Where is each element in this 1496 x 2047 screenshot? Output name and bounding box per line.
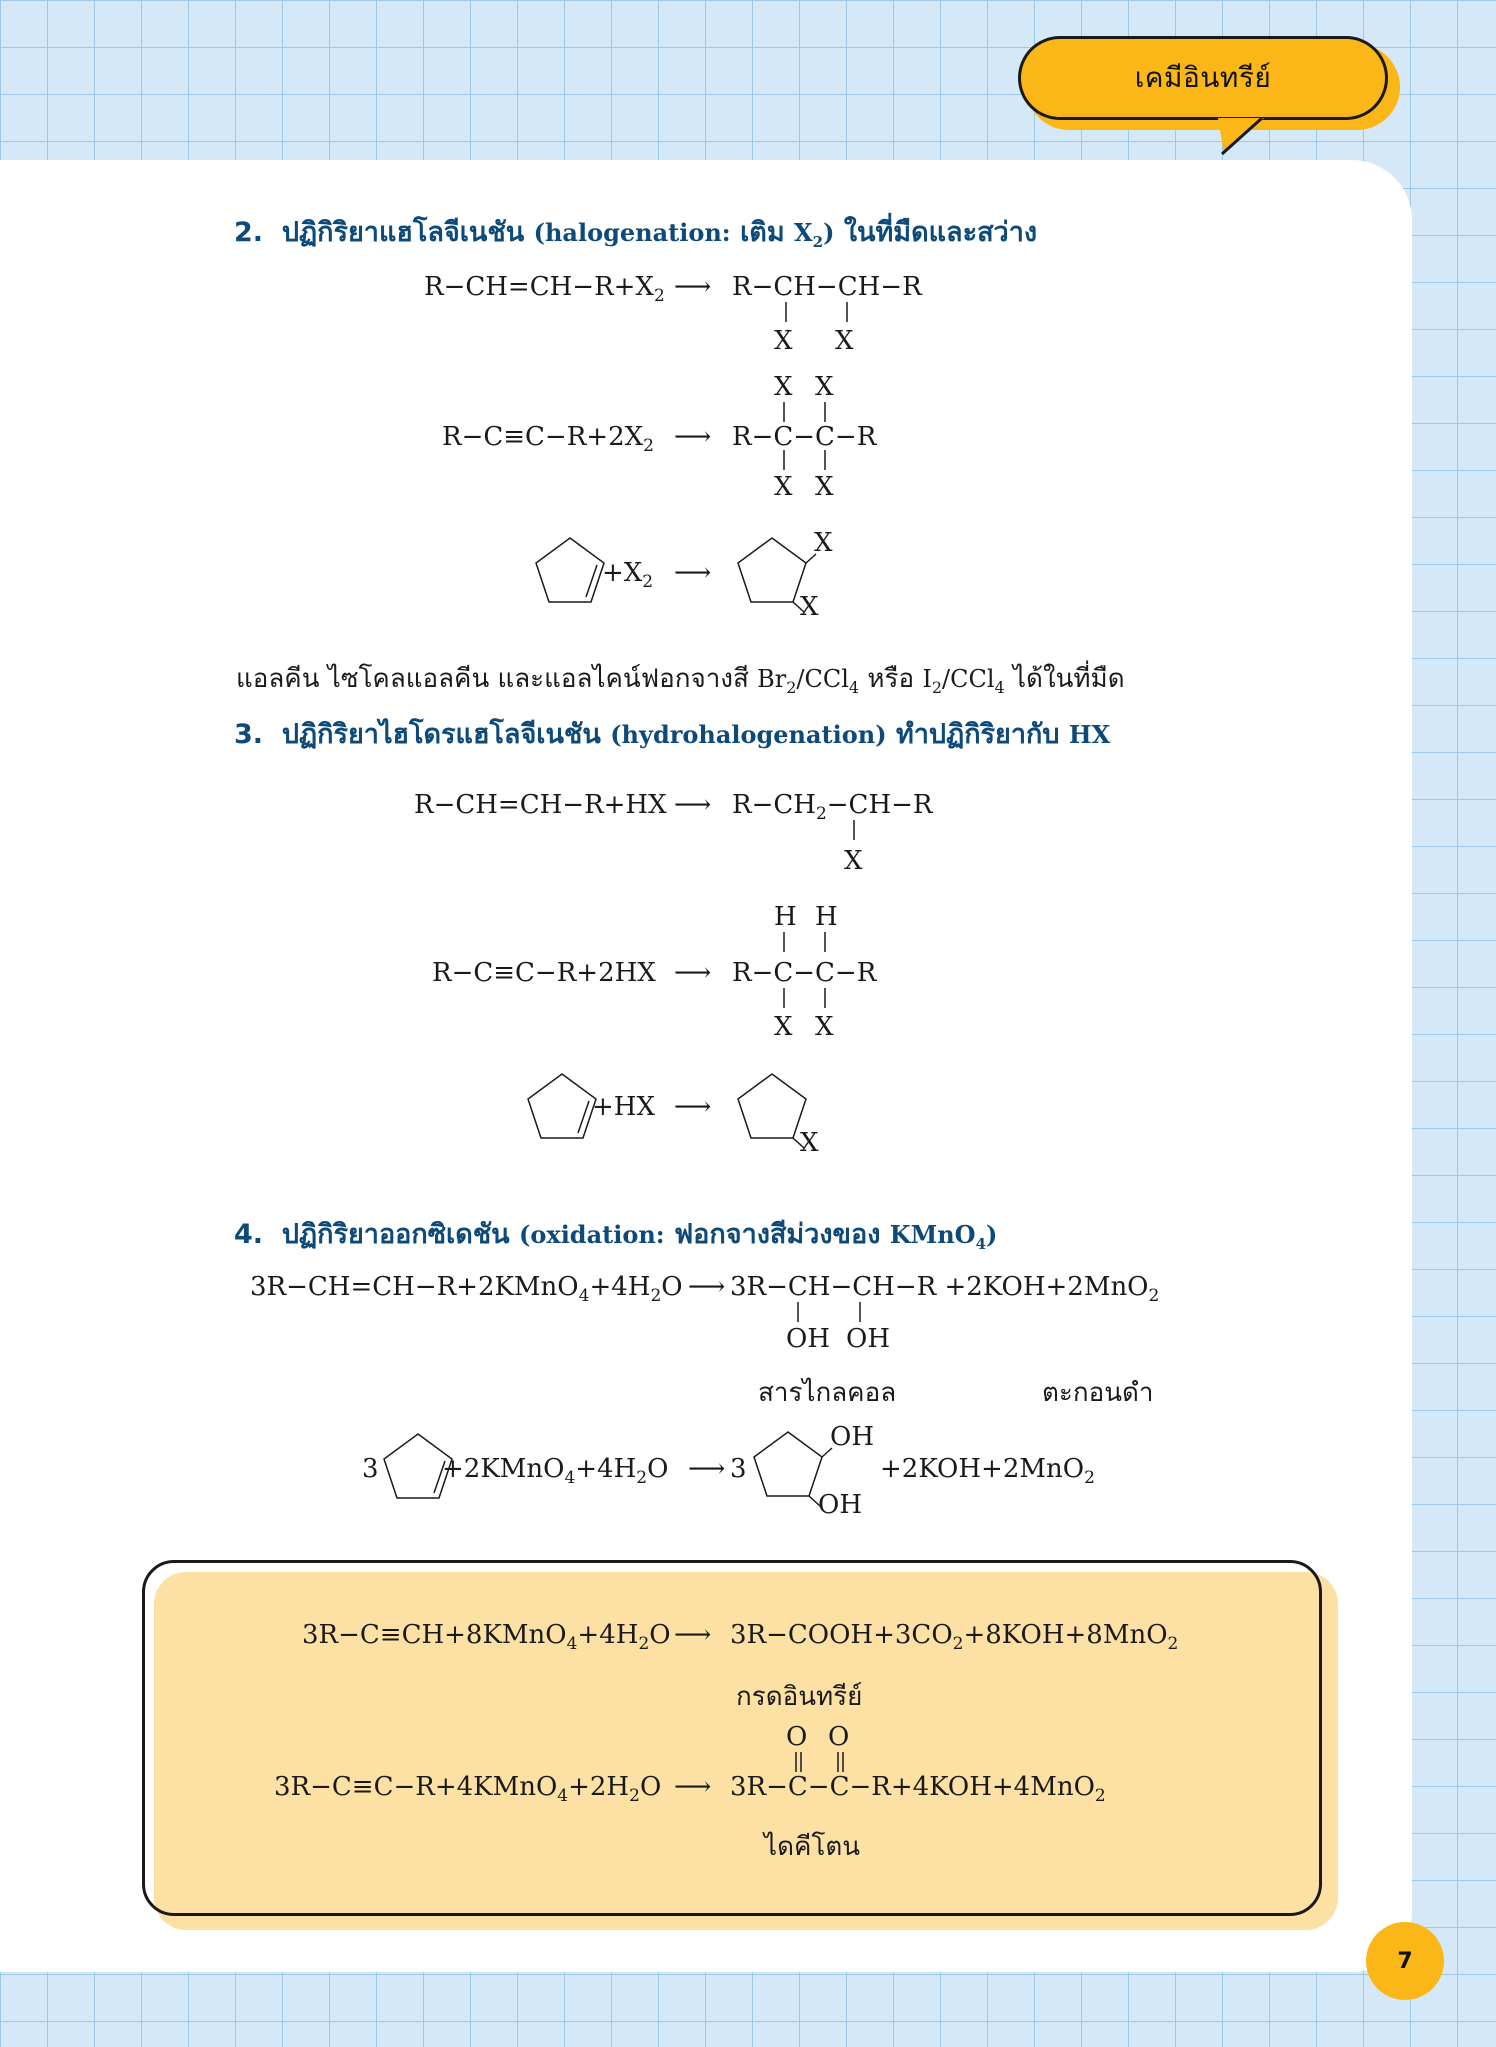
heading-english: (halogenation: [533,218,731,247]
section-4-heading: 4. ปฏิกิริยาออกซิเดชัน (oxidation: ฟอกจางสีม่วงของ KMnO$_4$) [234,1219,998,1253]
eq-3-2-x2: X [815,1012,834,1042]
eq-3-2-bonds-top [770,930,850,954]
eq-3-1-x: X [844,846,863,876]
page-number: 7 [1366,1922,1444,2000]
heading-tail: ในที่มืดและสว่าง [843,217,1038,248]
eq-2-2-x-bot1: X [774,472,793,502]
eq-3-2-bonds-bottom [770,986,850,1010]
chapter-tab-label: เคมีอินทรีย์ [1134,61,1272,94]
tab-tail [1218,118,1268,158]
heading-x: X [794,218,813,247]
eq-4-2-oh1: OH [830,1422,874,1452]
eq-4-1-bonds [790,1300,870,1324]
eq-2-3-x2: X [800,592,819,622]
eq-2-2-left: $R-C\equiv C-R+2X_2$ [442,422,654,457]
eq-3-1-bond [840,818,880,842]
eq-3-1-right: $R-CH_2-CH-R$ [732,790,933,825]
eq-4-2-right: +2KOH+2MnO$_2$ [880,1454,1095,1489]
eq-3-3-x: X [800,1128,819,1158]
eq-4-2-arrow: ⟶ [688,1454,726,1484]
eq-2-2-bonds-top [770,400,850,424]
eq-2-2-bonds-bottom [770,448,850,472]
eq-4-1-right: 3R−CH−CH−R +2KOH+2MnO$_2$ [730,1272,1160,1307]
eq-3-2-h1: H [774,902,797,932]
eq-2-3-arrow: ⟶ [674,558,712,588]
eq-3-2-h2: H [815,902,838,932]
cyclopentene-ring-2 [522,1070,602,1142]
eq-3-2-left: R−C≡C−R+2HX [432,958,656,988]
eq-2-3-left: $+X_2$ [602,558,654,593]
label-glycol: สารไกลคอล [758,1378,897,1408]
eq-2-1-bonds [770,300,870,324]
eq-4-2-coef-right: 3 [730,1454,747,1484]
box-eq-2-left: $3R-C\equiv C-R+4KMnO_4+2H_2O$ [274,1772,662,1807]
eq-2-1-x2: X [835,326,854,356]
chapter-tab [1018,36,1402,128]
tab-face [1018,36,1388,120]
heading-close: ) [823,218,835,247]
box-eq-1-left: $3R-C\equiv CH+8KMnO_4+4H_2O$ [302,1620,671,1655]
eq-2-1-x1: X [774,326,793,356]
box-eq-1-right: $3R-COOH+3CO_2+8KOH+8MnO_2$ [730,1620,1179,1655]
eq-3-1-left: R−CH=CH−R+HX [414,790,667,820]
eq-4-2-left: $+2KMnO_4+4H_2O$ [442,1454,669,1489]
label-diketone: ไดคีโตน [764,1832,860,1862]
highlight-box-border [142,1560,1322,1916]
eq-4-1-oh1: OH [786,1324,830,1354]
eq-3-3-arrow: ⟶ [674,1092,712,1122]
heading-number: 2. [234,217,264,248]
heading-thai: ปฏิกิริยาแฮโลจีเนชัน [281,217,525,248]
eq-3-3-left: +HX [592,1092,655,1122]
box-eq-2-arrow: ⟶ [674,1772,712,1802]
box-eq-2-right: 3R−C−C−R+4KOH+4MnO$_2$ [730,1772,1106,1807]
eq-2-2-right: R−C−C−R [732,422,877,452]
halogenation-note: แอลคีน ไซโคลแอลคีน และแอลไคน์ฟอกจางสี $Br_2/CCl_4$ หรือ $I_2/CCl_4$ ได้ในที่มืด [236,664,1125,697]
section-3-heading: 3. ปฏิกิริยาไฮโดรแฮโลจีเนชัน (hydrohalogenation) ทำปฏิกิริยากับ HX [234,719,1111,750]
eq-2-2-x-bot2: X [815,472,834,502]
eq-3-2-arrow: ⟶ [674,958,712,988]
box-eq-2-o1: O [786,1722,808,1752]
heading-x-sub: 2 [812,232,824,251]
eq-2-1-arrow: ⟶ [674,272,712,302]
box-eq-2-o2: O [828,1722,850,1752]
eq-3-1-arrow: ⟶ [674,790,712,820]
eq-3-2-right: R−C−C−R [732,958,877,988]
eq-2-2-x-top1: X [774,372,793,402]
section-2-heading [234,210,1037,253]
eq-2-1-left: $R-CH=CH-R+X_2$ [424,272,665,307]
eq-4-1-arrow: ⟶ [688,1272,726,1302]
cyclopentene-ring-1 [530,534,610,606]
eq-2-2-arrow: ⟶ [674,422,712,452]
eq-4-1-left: $3R-CH=CH-R+2KMnO_4+4H_2O$ [250,1272,683,1307]
box-eq-1-arrow: ⟶ [674,1620,712,1650]
heading-add: เติม [740,217,785,248]
box-eq-2-double-bonds [784,1750,864,1774]
eq-4-2-coef-left: 3 [362,1454,379,1484]
eq-2-3-x1: X [814,528,833,558]
eq-4-1-oh2: OH [846,1324,890,1354]
eq-2-1-right: R−CH−CH−R [732,272,922,302]
label-organic-acid: กรดอินทรีย์ [736,1682,863,1712]
eq-3-2-x1: X [774,1012,793,1042]
label-black-precipitate: ตะกอนดำ [1042,1378,1154,1408]
eq-2-2-x-top2: X [815,372,834,402]
eq-4-2-oh2: OH [818,1490,862,1520]
